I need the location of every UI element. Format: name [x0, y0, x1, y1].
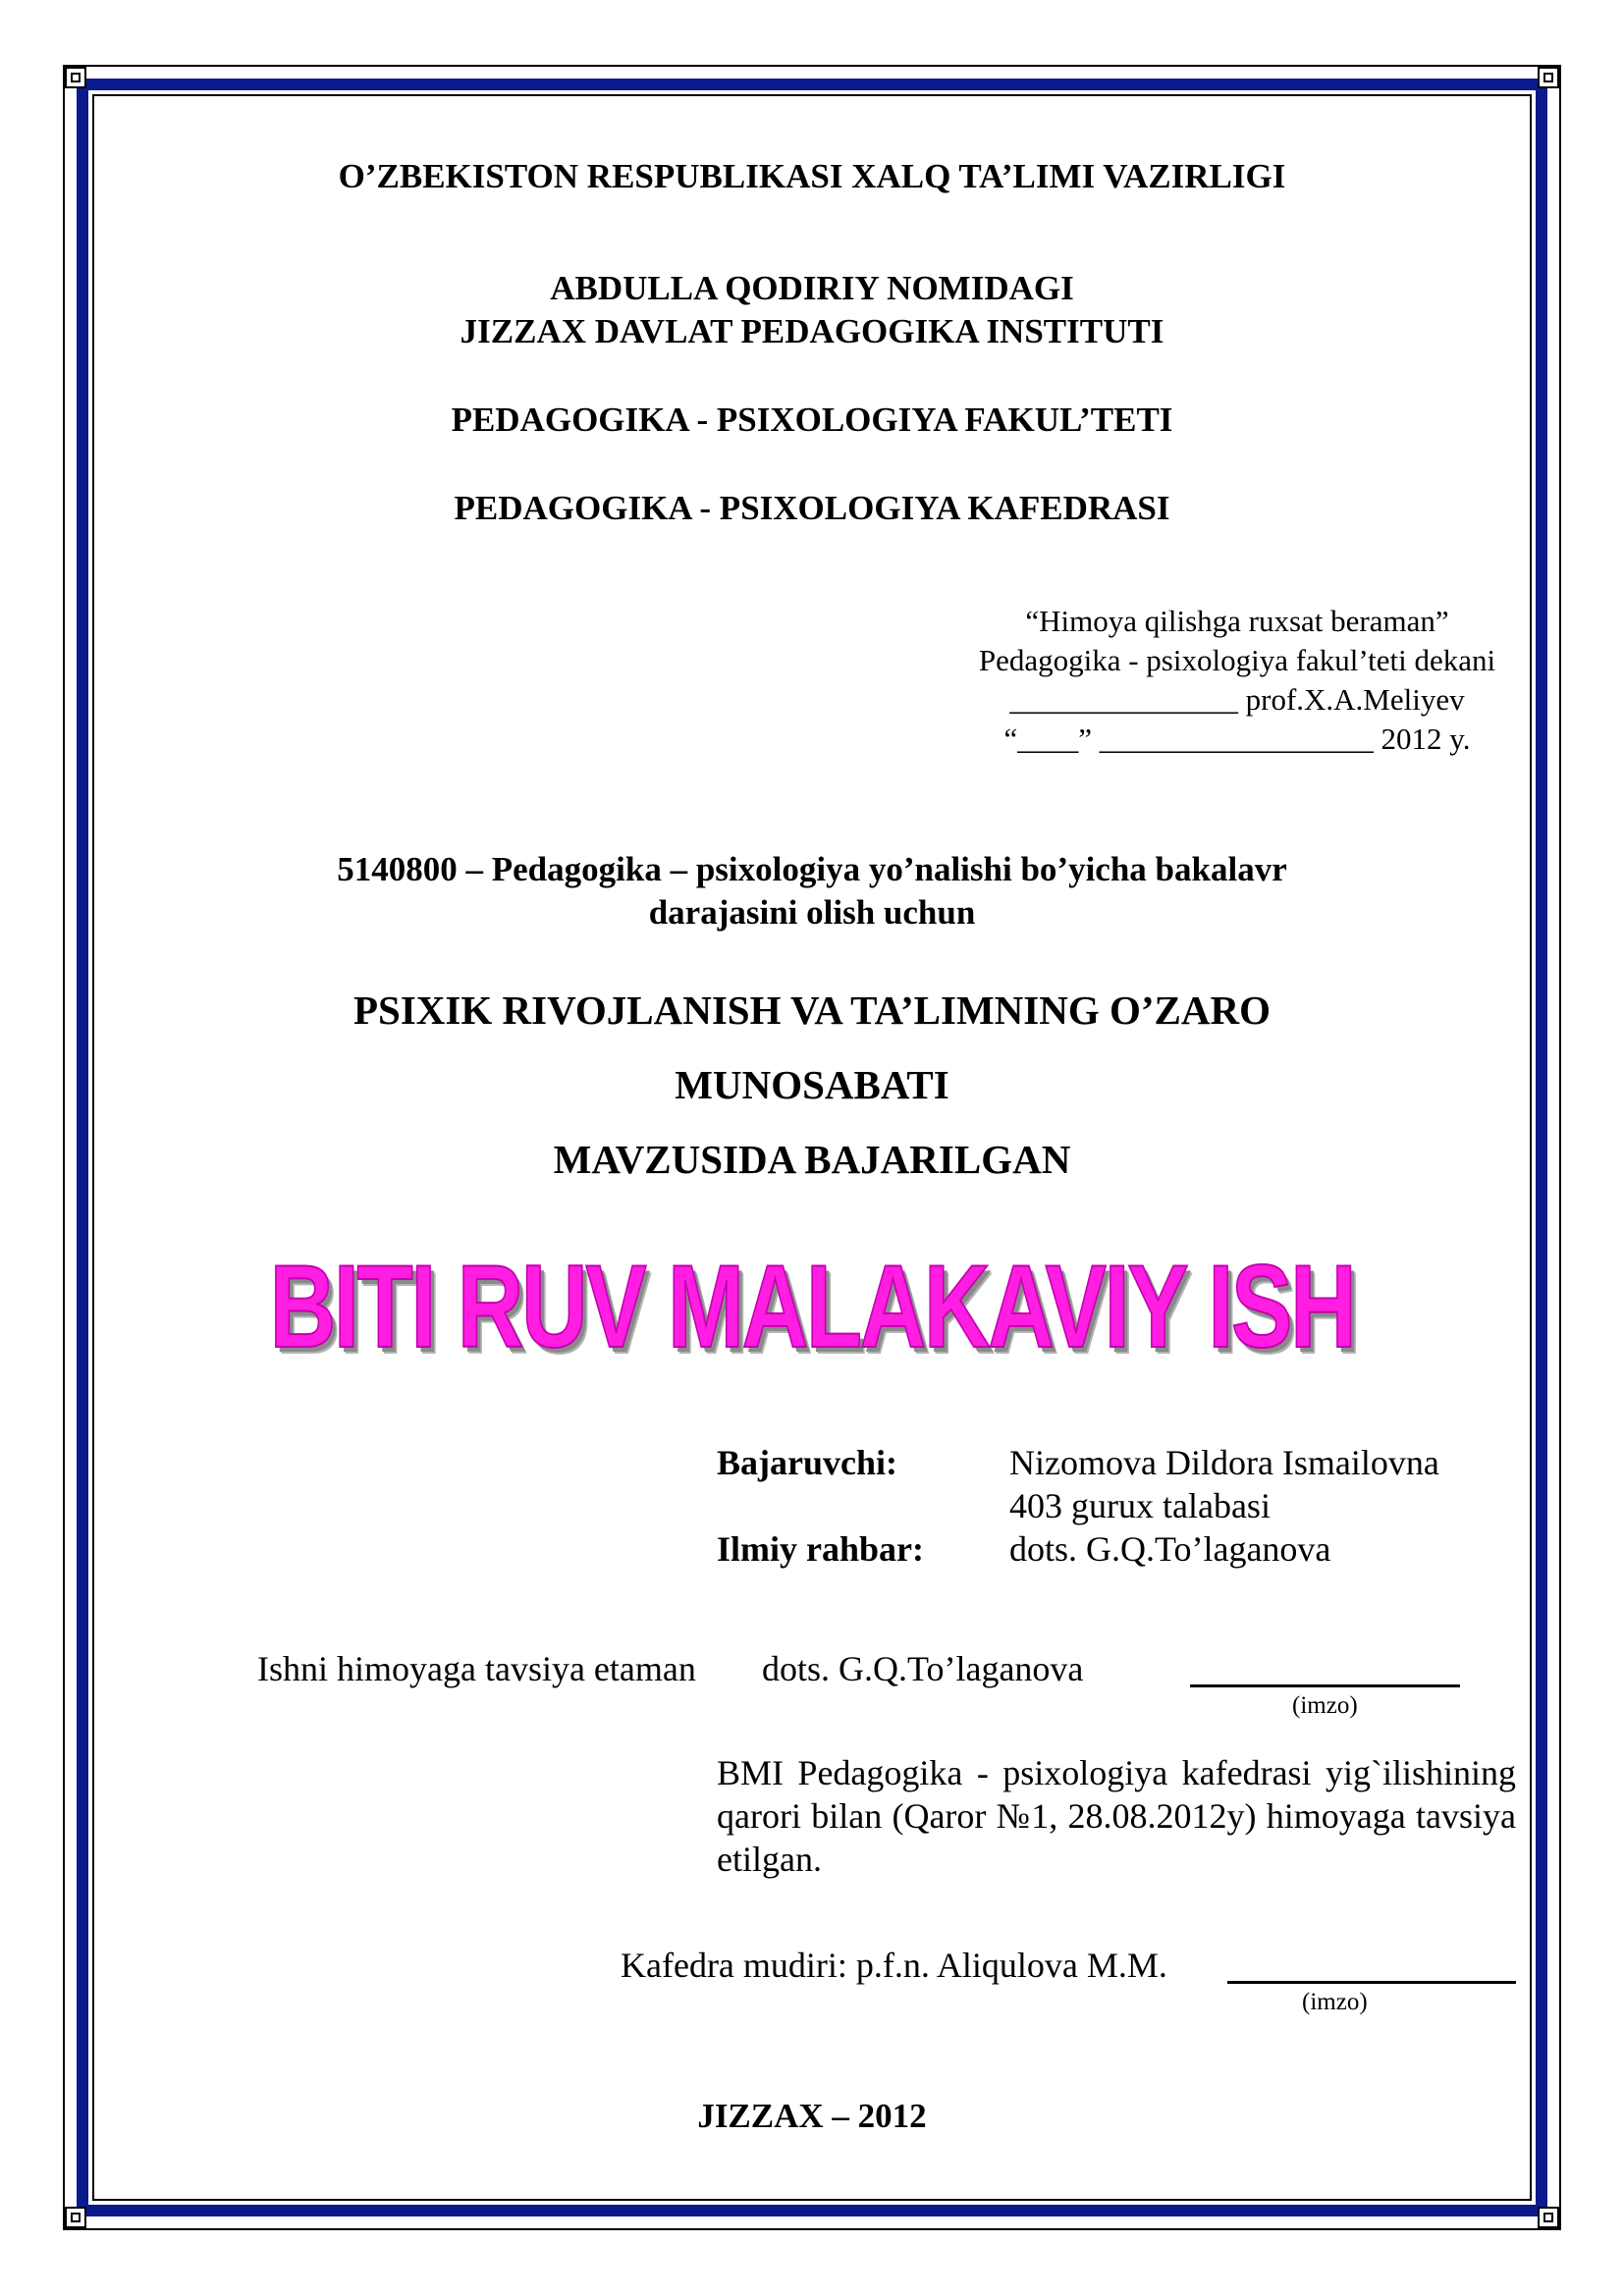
ministry-heading: O’ZBEKISTON RESPUBLIKASI XALQ TA’LIMI VAZIRLIGI: [338, 157, 1286, 195]
approval-line1: “Himoya qilishga ruxsat beraman”: [1025, 604, 1449, 638]
department-heading: PEDAGOGIKA - PSIXOLOGIYA KAFEDRASI: [454, 489, 1170, 527]
department-decision-paragraph: BMI Pedagogika - psixologiya kafedrasi yig`ilishining qarori bilan (Qaror №1, 28.08.2012y) himoyaga tavsiya etilgan.: [717, 1753, 1516, 1879]
purpose-line1: 5140800 – Pedagogika – psixologiya yo’nalishi bo’yicha bakalavr: [337, 850, 1287, 888]
institute-heading-line1: ABDULLA QODIRIY NOMIDAGI: [550, 269, 1074, 307]
corner-ornament-bottom-left: [65, 2207, 86, 2228]
approval-line2: Pedagogika - psixologiya fakul’teti dekani: [978, 643, 1496, 677]
corner-ornament-top-left: [65, 67, 86, 88]
author-name: Nizomova Dildora Ismailovna: [1009, 1443, 1439, 1482]
supervisor-name: dots. G.Q.To’laganova: [1009, 1529, 1331, 1569]
corner-ornament-bottom-right: [1538, 2207, 1559, 2228]
city-year: JIZZAX – 2012: [697, 2097, 927, 2135]
purpose-line2: darajasini olish uchun: [648, 893, 976, 932]
recommendation-signature-line: [1190, 1684, 1460, 1687]
recommendation-text: Ishni himoyaga tavsiya etaman: [257, 1649, 696, 1688]
work-type-title: BITI RUV MALAKAVIY ISH: [269, 1241, 1355, 1372]
approval-line3: _______________ prof.X.A.Meliyev: [1009, 682, 1465, 717]
head-of-department-text: Kafedra mudiri: p.f.n. Aliqulova M.M.: [621, 1946, 1167, 1985]
head-imzo-caption: (imzo): [1302, 1989, 1368, 2015]
topic-line3: MAVZUSIDA BAJARILGAN: [553, 1137, 1071, 1182]
head-signature-line: [1227, 1981, 1516, 1984]
corner-ornament-top-right: [1538, 67, 1559, 88]
supervisor-label: Ilmiy rahbar:: [717, 1529, 924, 1569]
author-label: Bajaruvchi:: [717, 1443, 897, 1482]
institute-heading-line2: JIZZAX DAVLAT PEDAGOGIKA INSTITUTI: [460, 312, 1164, 350]
recommendation-name: dots. G.Q.To’laganova: [762, 1649, 1084, 1688]
faculty-heading: PEDAGOGIKA - PSIXOLOGIYA FAKUL’TETI: [451, 400, 1173, 439]
approval-line4: “____” __________________ 2012 y.: [1003, 721, 1471, 756]
topic-line1: PSIXIK RIVOJLANISH VA TA’LIMNING O’ZARO: [353, 988, 1271, 1033]
topic-line2: MUNOSABATI: [675, 1062, 949, 1107]
author-group: 403 gurux talabasi: [1009, 1486, 1271, 1525]
recommendation-imzo-caption: (imzo): [1292, 1692, 1358, 1719]
